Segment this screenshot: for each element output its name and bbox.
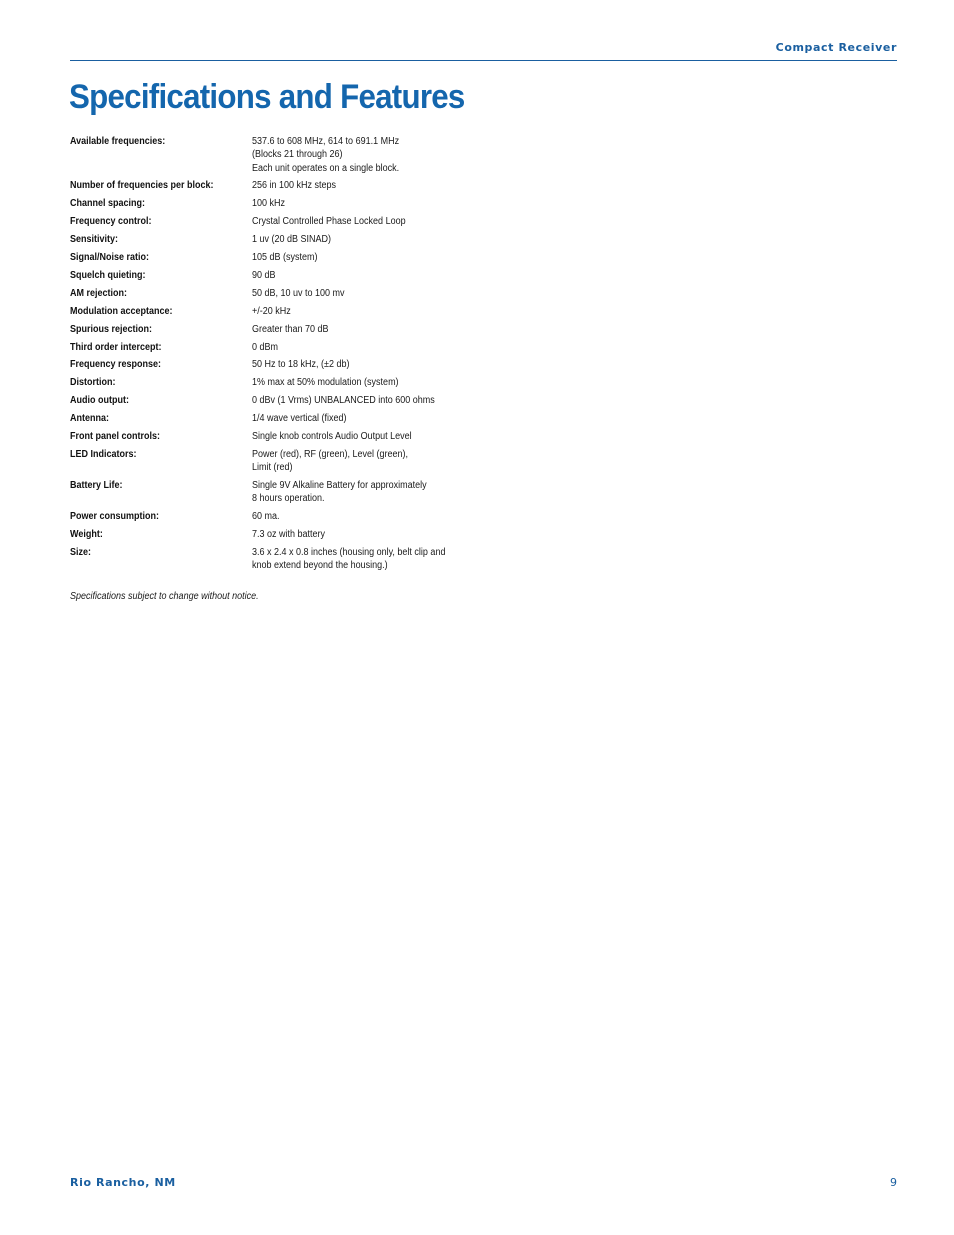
spec-label: Number of frequencies per block: [70,180,214,192]
spec-value-line: 1/4 wave vertical (fixed) [252,413,347,425]
spec-row [70,376,490,389]
spec-value [252,287,468,300]
spec-value [252,323,468,336]
spec-value [252,528,468,541]
spec-value [252,135,468,175]
spec-value-line: 8 hours operation. [252,493,325,505]
spec-row [70,197,490,210]
spec-value [252,430,468,443]
spec-value-line: 3.6 x 2.4 x 0.8 inches (housing only, belt clip and [252,547,446,558]
spec-row [70,341,490,354]
spec-value [252,510,468,523]
spec-label: Battery Life: [70,480,123,492]
spec-row [70,251,490,264]
spec-row [70,448,490,475]
spec-row [70,135,490,175]
spec-value [252,305,468,318]
spec-value [252,394,468,407]
spec-row [70,269,490,282]
spec-label: Modulation acceptance: [70,305,173,317]
header-section-label: Compact Receiver [775,41,897,54]
spec-value [252,448,468,475]
spec-value [252,546,468,573]
spec-value [252,251,468,264]
spec-value-line: 256 in 100 kHz steps [252,180,337,192]
spec-label: Antenna: [70,413,110,425]
spec-row [70,305,490,318]
spec-value [252,233,468,246]
spec-label: Spurious rejection: [70,323,153,335]
spec-label: Squelch quieting: [70,269,146,281]
spec-label: Weight: [70,529,103,541]
spec-value-line: 100 kHz [252,198,286,210]
spec-value-line: 50 dB, 10 uv to 100 mv [252,287,345,299]
spec-value-line: (Blocks 21 through 26) [252,149,343,161]
spec-value-line: 7.3 oz with battery [252,529,326,541]
spec-value [252,197,468,210]
spec-row [70,323,490,336]
spec-value-line: Power (red), RF (green), Level (green), [252,448,409,460]
spec-row [70,479,490,506]
spec-value [252,376,468,389]
spec-value-line: 105 dB (system) [252,252,318,264]
footer-location: Rio Rancho, NM [70,1176,176,1189]
spec-label: Third order intercept: [70,341,162,353]
spec-value-line: Greater than 70 dB [252,323,329,335]
spec-row [70,215,490,228]
spec-label: Sensitivity: [70,234,119,246]
spec-value-line: Single 9V Alkaline Battery for approximately [252,480,427,492]
spec-value-line: 60 ma. [252,511,280,523]
spec-label: Available frequencies: [70,136,166,147]
spec-row [70,287,490,300]
spec-value-line: Crystal Controlled Phase Locked Loop [252,216,406,228]
spec-label: Channel spacing: [70,198,146,210]
spec-label: Size: [70,547,92,558]
page-number: 9 [890,1176,897,1189]
spec-value-line: 0 dBv (1 Vrms) UNBALANCED into 600 ohms [252,395,435,407]
spec-label: AM rejection: [70,287,128,299]
spec-value [252,215,468,228]
spec-label: Signal/Noise ratio: [70,252,150,264]
spec-value-line: 0 dBm [252,341,279,353]
spec-row [70,528,490,541]
spec-value-line: 1 uv (20 dB SINAD) [252,234,332,246]
spec-row [70,430,490,443]
spec-row [70,233,490,246]
spec-value-line: Limit (red) [252,462,293,474]
spec-value-line: 50 Hz to 18 kHz, (±2 db) [252,359,350,371]
spec-value-line: knob extend beyond the housing.) [252,560,388,572]
spec-value [252,479,468,506]
spec-notice: Specifications subject to change without notice. [70,591,259,602]
spec-label: Power consumption: [70,511,160,523]
header-divider [70,60,897,61]
spec-value-line: 1% max at 50% modulation (system) [252,377,399,389]
spec-label: Front panel controls: [70,430,160,442]
spec-value [252,179,468,192]
spec-value-line: 537.6 to 608 MHz, 614 to 691.1 MHz [252,136,400,147]
spec-row [70,546,490,573]
spec-value-line: 90 dB [252,269,276,281]
spec-row [70,358,490,371]
spec-label: LED Indicators: [70,448,137,460]
spec-value [252,341,468,354]
spec-value [252,412,468,425]
spec-value [252,269,468,282]
spec-value-line: Single knob controls Audio Output Level [252,430,412,442]
spec-row [70,510,490,523]
spec-value-line: Each unit operates on a single block. [252,162,400,174]
spec-label: Audio output: [70,395,129,407]
spec-row [70,412,490,425]
page-title: Specifications and Features [69,78,465,116]
spec-label: Frequency control: [70,216,152,228]
spec-value-line: +/-20 kHz [252,305,291,317]
spec-table [70,135,490,577]
spec-label: Frequency response: [70,359,162,371]
spec-value [252,358,468,371]
spec-row [70,179,490,192]
spec-row [70,394,490,407]
spec-label: Distortion: [70,377,116,389]
